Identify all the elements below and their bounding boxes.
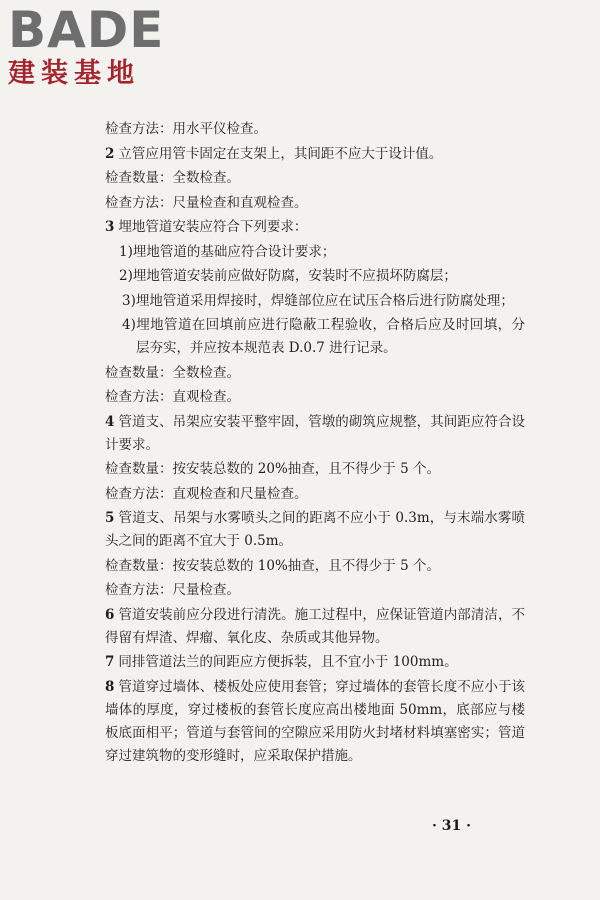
paragraph <box>122 290 525 313</box>
paragraph <box>105 555 525 578</box>
clause-number: 8 <box>105 678 115 695</box>
clause-number: 2 <box>105 145 115 162</box>
logo-subtitle: 建装基地 <box>8 58 140 89</box>
paragraph-text: 3)埋地管道采用焊接时，焊缝部位应在试压合格后进行防腐处理； <box>122 292 514 309</box>
paragraph-text: 管道支、吊架与水雾喷头之间的距离不应小于 0.3m，与末端水雾喷头之间的距离不宜大于 0.5m。 <box>105 510 525 549</box>
paragraph <box>105 386 525 409</box>
paragraph <box>119 265 525 288</box>
clause-number: 5 <box>105 510 115 526</box>
paragraph <box>105 167 525 190</box>
paragraph <box>105 216 525 239</box>
paragraph-text: 检查方法：直观检查。 <box>105 389 240 405</box>
logo-wordmark: BADE <box>8 1 165 59</box>
document-body <box>105 118 525 769</box>
paragraph <box>105 676 525 768</box>
bade-logo <box>8 1 178 90</box>
paragraph <box>119 241 525 264</box>
clause-number: 3 <box>105 219 115 235</box>
paragraph <box>122 314 525 360</box>
paragraph <box>105 483 525 506</box>
paragraph <box>105 192 525 215</box>
paragraph-text: 检查数量：按安装总数的 10%抽查，且不得少于 5 个。 <box>105 557 440 574</box>
paragraph <box>105 143 525 166</box>
paragraph <box>105 458 525 481</box>
paragraph-text: 2)埋地管道安装前应做好防腐，安装时不应损坏防腐层； <box>119 268 457 284</box>
paragraph <box>105 118 525 141</box>
paragraph-text: 管道支、吊架应安装平整牢固，管墩的砌筑应规整，其间距应符合设计要求。 <box>105 413 525 453</box>
paragraph-text: 立管应用管卡固定在支架上，其间距不应大于设计值。 <box>118 145 443 162</box>
paragraph-text: 4)埋地管道在回填前应进行隐蔽工程验收，合格后应及时回填，分层夯实，并应按本规范表 D.0.7 进行记录。 <box>122 317 525 356</box>
paragraph <box>105 411 525 457</box>
paragraph-text: 检查数量：全数检查。 <box>105 170 240 186</box>
paragraph <box>105 507 525 553</box>
paragraph-text: 检查数量：全数检查。 <box>105 364 240 381</box>
paragraph-text: 管道安装前应分段进行清洗。施工过程中，应保证管道内部清洁，不得留有焊渣、焊瘤、氧化皮、杂质或其他异物。 <box>105 606 525 646</box>
paragraph-text: 检查方法：直观检查和尺量检查。 <box>105 485 308 502</box>
paragraph-text: 检查方法：用水平仪检查。 <box>105 121 267 137</box>
clause-number: 6 <box>105 606 115 623</box>
paragraph <box>105 579 525 602</box>
paragraph <box>105 651 525 674</box>
paragraph <box>105 362 525 385</box>
clause-number: 4 <box>105 413 115 430</box>
paragraph-text: 检查数量：按安装总数的 20%抽查，且不得少于 5 个。 <box>105 461 440 477</box>
paragraph-text: 管道穿过墙体、楼板处应使用套管；穿过墙体的套管长度不应小于该墙体的厚度，穿过楼板的套管长度应高出楼地面 50mm，底部应与楼板底面相平；管道与套管间的空隙应采用防火封堵材料填塞密实；管道穿过建筑物的变形缝时，应采取保护措施。 <box>105 678 525 764</box>
paragraph <box>105 604 525 650</box>
paragraph-text: 检查方法：尺量检查和直观检查。 <box>105 194 308 211</box>
clause-number: 7 <box>105 654 115 670</box>
paragraph-text: 1)埋地管道的基础应符合设计要求； <box>119 243 336 260</box>
page-number: · 31 · <box>432 818 471 834</box>
paragraph-text: 埋地管道安装应符合下列要求： <box>118 219 308 235</box>
paragraph-text: 检查方法：尺量检查。 <box>105 582 240 598</box>
paragraph-text: 同排管道法兰的间距应方便拆装，且不宜小于 100mm。 <box>118 654 458 670</box>
